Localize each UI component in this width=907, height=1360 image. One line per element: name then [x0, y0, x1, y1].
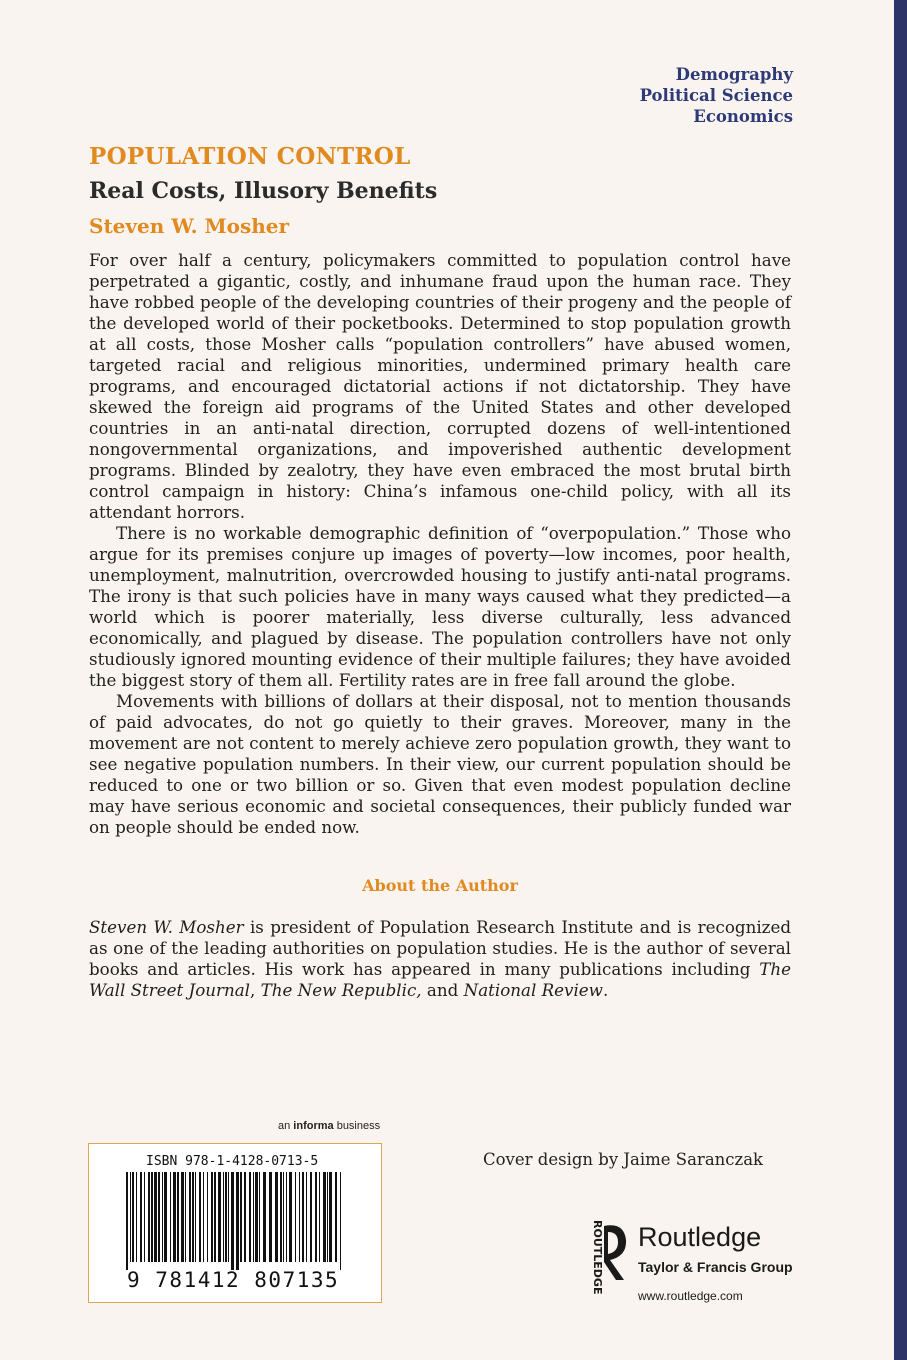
barcode-digits: 9 781412 807135 [127, 1268, 340, 1292]
barcode-box [88, 1143, 382, 1303]
informa-suffix: business [333, 1120, 381, 1132]
subject-category: Political Science [639, 86, 793, 105]
about-text-part: is president of Population Research Institute and is recognized as one of the leading authorities on population studies. He is the author of several books and articles. His work has appeared in many publications including [89, 917, 792, 979]
publisher-name: Routledge [638, 1222, 762, 1252]
routledge-logo-icon [584, 1218, 632, 1308]
about-text-part: , [250, 980, 261, 1000]
about-text-part: and [421, 980, 464, 1000]
about-author-text [89, 917, 791, 1001]
author-name: Steven W. Mosher [89, 917, 244, 937]
subject-category: Demography [675, 65, 793, 84]
about-author-heading: About the Author [362, 876, 518, 895]
description-paragraph: Movements with billions of dollars at their disposal, not to mention thousands of paid advocates, do not go quietly to their graves. Moreover, many in the movement are not content to merely achieve zero population growth, they want to see negative population numbers. In their view, our current population should be reduced to one or two billion or so. Given that even modest population decline may have serious economic and societal consequences, their publicly funded war on people should be ended now. [89, 691, 791, 837]
subject-category: Economics [693, 107, 793, 126]
isbn-label: ISBN 978-1-4128-0713-5 [146, 1154, 319, 1169]
book-title: POPULATION CONTROL [89, 143, 411, 170]
spine-strip [894, 0, 907, 1360]
routledge-spine-text: ROUTLEDGE [591, 1220, 604, 1295]
informa-prefix: an [278, 1120, 294, 1132]
book-description [89, 250, 791, 838]
description-paragraph: There is no workable demographic definition of “overpopulation.” Those who argue for its premises conjure up images of poverty—low incomes, poor health, unemployment, malnutrition, overcrowded housing to justify anti-natal programs. The irony is that such policies have in many ways caused what they predicted—a world which is poorer materially, less diverse culturally, less advanced economically, and plagued by disease. The population controllers have not only studiously ignored mounting evidence of their multiple failures; they have avoided the biggest story of them all. Fertility rates are in free fall around the globe. [89, 523, 791, 690]
about-text-part: . [602, 980, 609, 1000]
book-author: Steven W. Mosher [89, 214, 290, 238]
publication-name: National Review [463, 980, 603, 1000]
publisher-group: Taylor & Francis Group [638, 1259, 793, 1275]
publication-name: The Wall Street Journal [89, 959, 791, 1000]
informa-business-tag [278, 1120, 380, 1132]
publication-name: The New Republic, [260, 980, 422, 1000]
description-paragraph: For over half a century, policymakers committed to population control have perpetrated a gigantic, costly, and inhumane fraud upon the human race. They have robbed people of the developing countries of their progeny and the people of the developed world of their pocketbooks. Determined to stop population growth at all costs, those Mosher calls “population controllers” have abused women, targeted racial and religious minorities, undermined primary health care programs, and encouraged dictatorial actions if not dictatorship. They have skewed the foreign aid programs of the United States and other developed countries in an anti-natal direction, corrupted dozens of well-intentioned nongovernmental organizations, and impoverished authentic development programs. Blinded by zealotry, they have even embraced the most brutal birth control campaign in history: China’s infamous one-child policy, with all its attendant horrors. [89, 250, 791, 522]
publisher-url[interactable]: www.routledge.com [638, 1289, 743, 1303]
book-subtitle: Real Costs, Illusory Benefits [89, 178, 438, 204]
cover-design-credit: Cover design by Jaime Saranczak [483, 1150, 764, 1169]
informa-brand: informa [293, 1120, 334, 1132]
subject-categories [640, 64, 793, 127]
barcode-icon [122, 1172, 352, 1270]
